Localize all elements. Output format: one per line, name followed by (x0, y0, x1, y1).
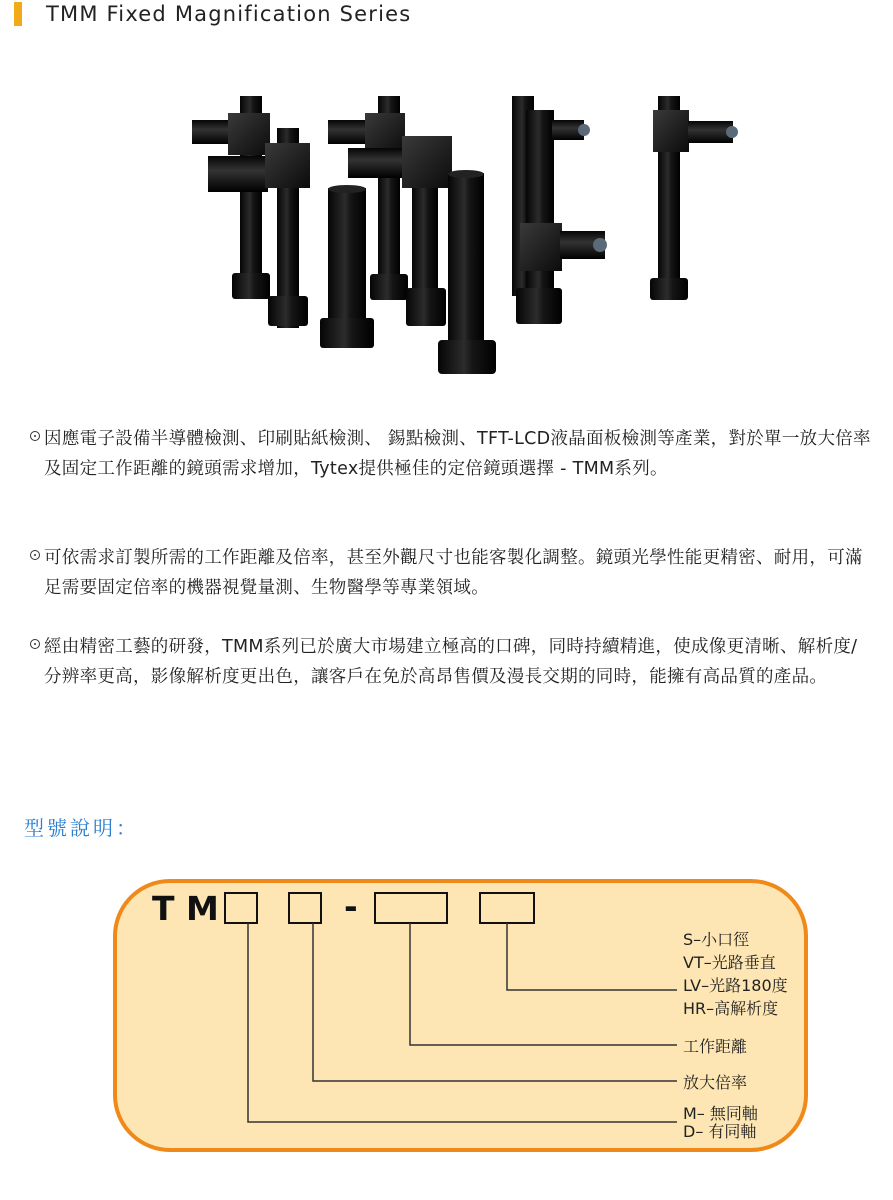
label-magnification: 放大倍率 (683, 1073, 748, 1092)
label-suffix-hr: HR–高解析度 (683, 999, 779, 1018)
lens-7 (512, 96, 607, 324)
page-title: TMM Fixed Magnification Series (46, 2, 412, 26)
code-dash: - (344, 887, 358, 926)
lens-8 (650, 96, 738, 300)
label-suffix-s: S–小口徑 (683, 930, 750, 949)
code-prefix: T M (152, 889, 219, 928)
bullet-icon (30, 431, 40, 441)
bullet-icon (30, 639, 40, 649)
label-coaxial-d: D– 有同軸 (683, 1122, 757, 1141)
paragraph-2: 可依需求訂製所需的工作距離及倍率，甚至外觀尺寸也能客製化調整。鏡頭光學性能更精密、耐用，可滿足需要固定倍率的機器視覺量測、生物醫學等專業領域。 (30, 543, 875, 603)
lens-4 (320, 185, 374, 348)
lens-6 (438, 170, 496, 374)
model-explanation-heading: 型號說明： (24, 816, 139, 840)
bullet-icon (30, 550, 40, 560)
paragraph-3: 經由精密工藝的研發，TMM系列已於廣大市場建立極高的口碑，同時持續精進，使成像更清晰、解析度/分辨率更高，影像解析度更出色，讓客戶在免於高昂售價及漫長交期的同時，能擁有高品質的產品。 (30, 632, 875, 692)
model-code-diagram (112, 878, 809, 1153)
paragraph-1: 因應電子設備半導體檢測、印刷貼紙檢測、 錫點檢測、TFT-LCD液晶面板檢測等產業，對於單一放大倍率及固定工作距離的鏡頭需求增加，Tytex提供極佳的定倍鏡頭選擇 - TMM系列。 (30, 424, 875, 484)
label-working-distance: 工作距離 (683, 1037, 748, 1056)
label-suffix-vt: VT–光路垂直 (683, 953, 776, 972)
product-photo (180, 88, 770, 388)
label-coaxial-m: M– 無同軸 (683, 1104, 758, 1123)
label-suffix-lv: LV–光路180度 (683, 976, 788, 995)
lens-1 (192, 96, 270, 299)
title-accent-bar (14, 2, 22, 26)
